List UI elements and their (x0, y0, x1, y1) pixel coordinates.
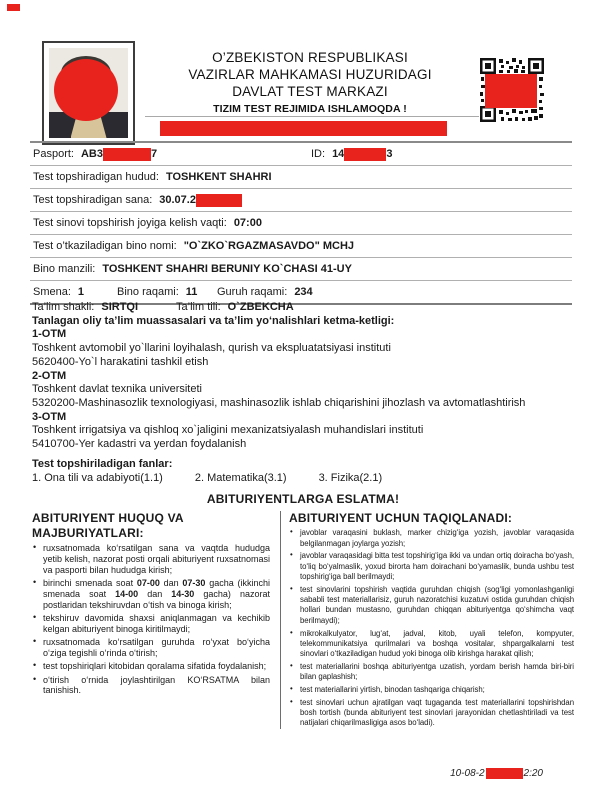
otm-entry-3 (32, 411, 574, 452)
timestamp-time-suffix: 2:20 (523, 768, 543, 779)
list-item: • ruxsatnomada ko‘rsatilgan guruhda ro‘yxat bo‘yicha o‘ziga tegishli o‘rinda o‘tirish; (32, 637, 270, 659)
id-label: ID: (311, 148, 326, 160)
otm-rank: 1-OTM (32, 328, 67, 341)
list-item: • javoblar varaqasidagi bitta test topshirig‘iga ikki va undan ortiq doiracha bo‘yash, to‘liq bo‘yalmaslik, yoxud birorta ham doirachani bo‘yamaslik, bunda ushbu test topshirig‘iga ball berilmaydi; (289, 551, 574, 582)
id-suffix: 3 (386, 148, 393, 160)
id-field (311, 148, 392, 161)
qr-code-icon (479, 57, 545, 123)
talim-tili-value: O`ZBEKCHA (227, 301, 294, 313)
otm-entry-2 (32, 370, 574, 411)
timestamp-redaction (486, 768, 523, 779)
id-prefix: 14 (332, 148, 345, 160)
sana-redaction (196, 194, 242, 207)
subject-1: 1. Ona tili va adabiyoti(1.1) (32, 472, 163, 485)
kelish-value: 07:00 (233, 217, 262, 229)
otm-rank: 3-OTM (32, 410, 67, 423)
hudud-value: TOSHKENT SHAHRI (165, 171, 272, 183)
tanlagan-heading: Tanlagan oliy ta’lim muassasalari va ta’lim yo‘nalishlari ketma-ketligi: (32, 314, 395, 327)
sana-label: Test topshiradigan sana: (33, 194, 153, 206)
row-bino-nomi (30, 235, 572, 258)
name-redaction-bar (160, 121, 447, 136)
smena-field (33, 286, 117, 298)
face-redaction-circle (54, 59, 118, 121)
list-item: • tekshiruv davomida shaxsi aniqlanmagan va kechikib kelgan abituriyent binoga kiritilmaydi; (32, 613, 270, 635)
id-redaction (344, 148, 386, 161)
otm-rank: 2-OTM (32, 369, 67, 382)
timestamp-date-prefix: 10-08-2 (450, 768, 485, 779)
list-item: • test sinovlari uchun ajratilgan vaqt tugaganda test materiallarini topshirishdan bosh tortish (bunda abituriyent test sinovlari jarayonidan chetlashtiriladi va test natijalari chiqarilmasligiga asos bo‘ladi). (289, 698, 574, 729)
rights-column (32, 511, 281, 729)
list-item: • ruxsatnomada ko‘rsatilgan sana va vaqtda hududga yetib kelish, nazorat posti orqali abituriyent ruxsatnomasi va pasporti bilan hududga kirish; (32, 543, 270, 575)
rules-columns (32, 511, 574, 729)
fanlar-heading: Test topshiriladigan fanlar: (32, 457, 173, 470)
manzil-value: TOSHKENT SHAHRI BERUNIY KO`CHASI 41-UY (102, 263, 352, 275)
bino-raqami-field (117, 286, 217, 298)
list-item: • test topshiriqlari kitobidan qoralama sifatida foydalanish; (32, 661, 270, 672)
qr-redaction-patch (485, 74, 537, 108)
bino-nomi-label: Test o’tkaziladigan bino nomi: (33, 240, 177, 252)
manzil-label: Bino manzili: (33, 263, 96, 275)
list-item: • javoblar varaqasini buklash, marker chizig‘iga yozish, javoblar varaqasida belgilanmagan joylarga yozish; (289, 528, 574, 549)
photo-background (49, 48, 128, 138)
list-item: • test materiallarini yirtish, binodan tashqariga chiqarish; (289, 685, 574, 695)
guruh-field (217, 286, 313, 298)
list-item: • test sinovlarini topshirish vaqtida guruhdan chiqish (sog‘ligi yomonlashganligi sababli test materiallarisiz, guruh nazoratchisi kuzatuvi ostida guruhdan chiqish hollari bundan mustasno, guruhdan chiqqan abituriyentga qo‘shimcha vaqt berilmaydi); (289, 585, 574, 626)
row-sana (30, 189, 572, 212)
pasport-redaction (103, 148, 151, 161)
eslatma-heading: ABITURIYENTLARGA ESLATMA! (206, 492, 400, 507)
bino-nomi-value: "O`ZKO`RGAZMASAVDO" MCHJ (183, 240, 355, 252)
talim-tili-label: Ta’lim tili: (176, 301, 221, 313)
pasport-suffix: 7 (150, 148, 158, 160)
otm-institution: Toshkent avtomobil yo`llarini loyihalash, qurish va ekspluatatsiyasi instituti (32, 342, 391, 355)
print-timestamp (450, 768, 543, 779)
body-flow (32, 301, 574, 729)
sana-value: 30.07.2 (159, 194, 196, 206)
talim-shakli-label: Ta’lim shakli: (32, 301, 95, 313)
otm-program: 5620400-Yo`l harakatini tashkil etish (32, 355, 209, 368)
otm-institution: Toshkent davlat texnika universiteti (32, 383, 202, 396)
otm-program: 5410700-Yer kadastri va yerdan foydalanish (32, 438, 247, 451)
subjects-row (32, 472, 574, 486)
smena-value: 1 (77, 286, 85, 298)
corner-redaction-mark (7, 4, 20, 11)
otm-entry-1 (32, 328, 574, 369)
bino-raqami-value: 11 (185, 286, 198, 298)
title-line-center: DAVLAT TEST MARKAZI (232, 84, 388, 99)
applicant-photo (42, 41, 135, 145)
rights-heading: ABITURIYENT HUQUQ VA MAJBURIYATLARI: (32, 510, 184, 540)
pasport-prefix: AB3 (80, 148, 103, 160)
row-hudud (30, 166, 572, 189)
row-pasport-id (30, 143, 572, 166)
guruh-label: Guruh raqami: (217, 286, 288, 298)
list-item: • test materiallarini boshqa abituriyentga uzatish, yordam berish hamda biri-biri bilan gaplashish; (289, 662, 574, 683)
pasport-label: Pasport: (33, 148, 74, 160)
list-item: • birinchi smenada soat 07-00 dan 07-30 gacha (ikkinchi smenada soat 14-00 dan 14-30 gacha) nazorat postlaridan tekshiruvdan o‘tish va binoga kirish; (32, 578, 270, 610)
otm-institution: Toshkent irrigatsiya va qishloq xo`jaligini mexanizatsiyalash muhandislari instituti (32, 424, 424, 437)
talim-tili-field (176, 301, 294, 315)
smena-label: Smena: (33, 286, 71, 298)
header-title-block (135, 49, 485, 118)
title-line-republic: O’ZBEKISTON RESPUBLIKASI (212, 50, 408, 65)
pasport-field (33, 148, 311, 161)
list-item: • o‘tirish o‘rnida joylashtirilgan KO‘RSATMA bilan tanishish. (32, 675, 270, 697)
row-kelish-vaqti (30, 212, 572, 235)
row-manzil (30, 258, 572, 281)
title-line-test-mode: TIZIM TEST REJIMIDA ISHLAMOQDA ! (213, 103, 407, 115)
title-line-cabinet: VAZIRLAR MAHKAMASI HUZURIDAGI (188, 67, 432, 82)
kelish-label: Test sinovi topshirish joyiga kelish vaqti: (33, 217, 227, 229)
talim-shakli-field (32, 301, 138, 315)
info-table (30, 141, 572, 305)
talim-shakli-value: SIRTQI (101, 301, 139, 313)
bino-raqami-label: Bino raqami: (117, 286, 179, 298)
subject-3: 3. Fizika(2.1) (318, 472, 383, 485)
subject-2: 2. Matematika(3.1) (194, 472, 287, 485)
prohibitions-column (281, 511, 574, 729)
guruh-value: 234 (294, 286, 313, 298)
hudud-label: Test topshiradigan hudud: (33, 171, 159, 183)
header-divider-line (145, 116, 480, 117)
talim-row (32, 301, 574, 315)
prohibitions-heading: ABITURIYENT UCHUN TAQIQLANADI: (289, 510, 513, 525)
otm-program: 5320200-Mashinasozlik texnologiyasi, mashinasozlik ishlab chiqarishini jihozlash va avtomatlashtirish (32, 396, 526, 409)
list-item: • mikrokalkulyator, lug‘at, jadval, kitob, uyali telefon, kompyuter, telekommunikatsiya qurilmalari va boshqa vositalar, shpargalkalarni test sinovlari o‘tkaziladigan hudud yoki binoga olib kirishga harakat qilish; (289, 629, 574, 660)
